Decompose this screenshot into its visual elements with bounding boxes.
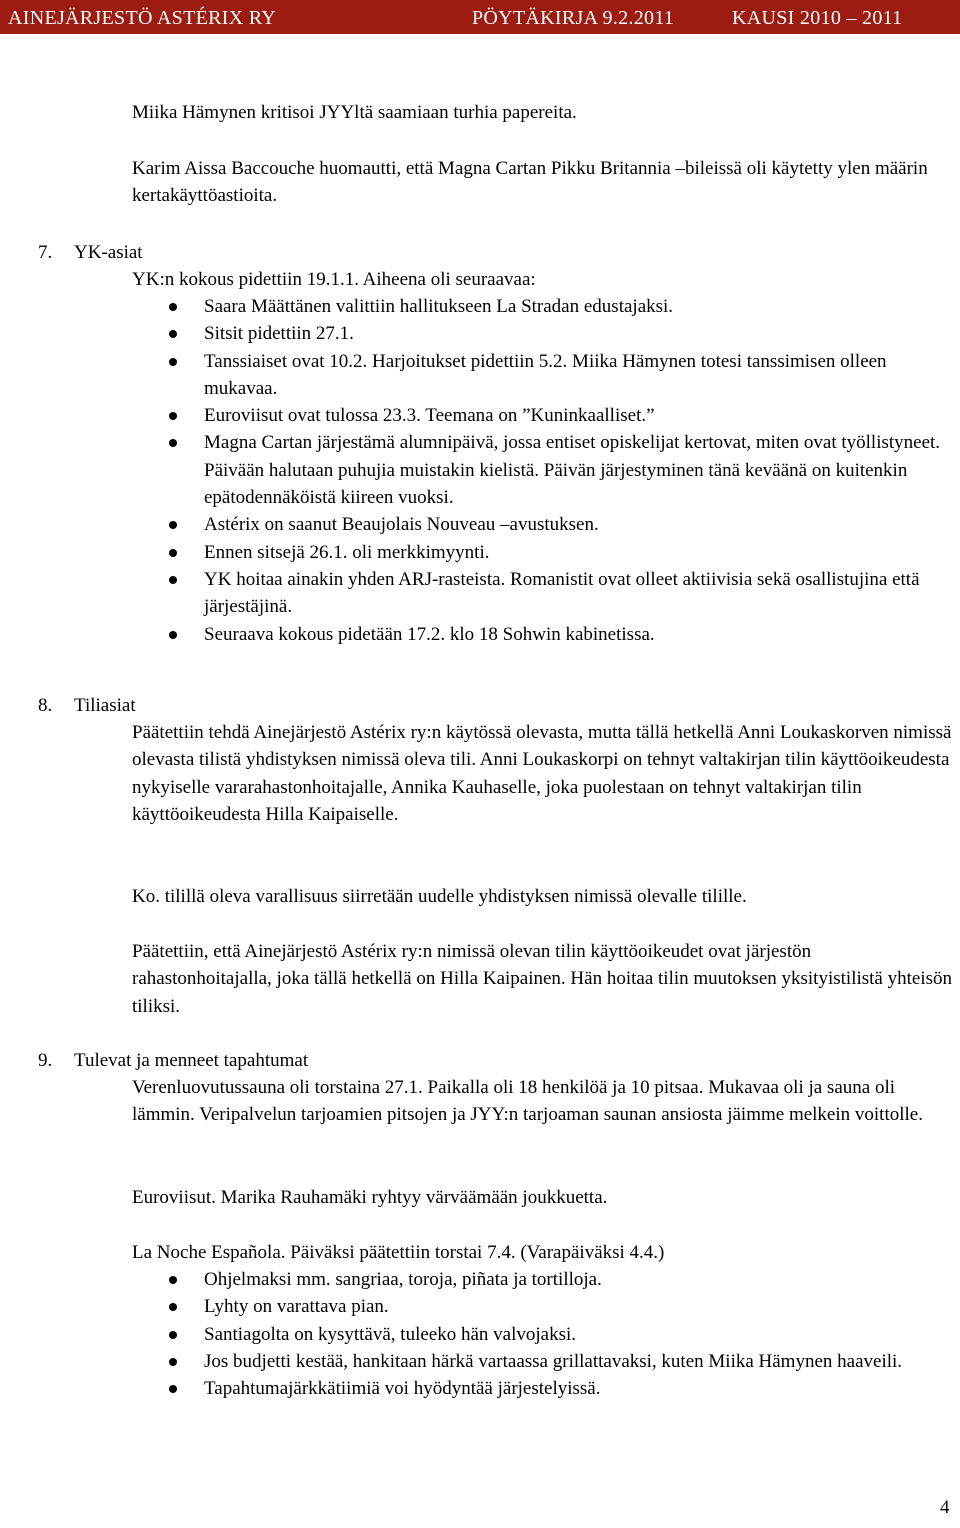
list-item: Jos budjetti kestää, hankitaan härkä vartaassa grillattavaksi, kuten Miika Hämynen haaveili. bbox=[162, 1348, 952, 1375]
section-7-intro: YK:n kokous pidettiin 19.1.1. Aiheena oli seuraavaa: bbox=[132, 269, 536, 290]
list-item: Santiagolta on kysyttävä, tuleeko hän valvojaksi. bbox=[162, 1321, 952, 1348]
section-7-number: 7. bbox=[38, 242, 53, 263]
section-9-paragraph-1: Verenluovutussauna oli torstaina 27.1. Paikalla oli 18 henkilöä ja 10 pitsaa. Mukavaa oli ja sauna oli lämmin. Veripalvelun tarjoamien pitsojen ja JYY:n tarjoaman saunan ansiosta jäimme melkein voittolle. bbox=[132, 1077, 923, 1126]
list-item: Tanssiaiset ovat 10.2. Harjoitukset pidettiin 5.2. Miika Hämynen totesi tanssimisen olleen mukavaa. bbox=[162, 348, 952, 403]
list-item: Sitsit pidettiin 27.1. bbox=[162, 320, 952, 347]
section-7-heading bbox=[38, 239, 938, 266]
section-9-number: 9. bbox=[38, 1050, 53, 1071]
list-item: Lyhty on varattava pian. bbox=[162, 1293, 952, 1320]
section-8-paragraph-2: Ko. tilillä oleva varallisuus siirretään uudelle yhdistyksen nimissä olevalle tilille. bbox=[132, 886, 747, 907]
header-divider bbox=[0, 32, 960, 34]
paragraph-karim: Karim Aissa Baccouche huomautti, että Magna Cartan Pikku Britannia –bileissä oli käytetty ylen määrin kertakäyttöastioita. bbox=[132, 158, 928, 207]
header-document: PÖYTÄKIRJA 9.2.2011 bbox=[472, 7, 675, 29]
section-9-paragraph-2: Euroviisut. Marika Rauhamäki ryhtyy värväämään joukkuetta. bbox=[132, 1187, 608, 1208]
section-9-bullet-list bbox=[162, 1266, 952, 1402]
paragraph-miika-papers: Miika Hämynen kritisoi JYYltä saamiaan turhia papereita. bbox=[132, 102, 577, 123]
list-item: Astérix on saanut Beaujolais Nouveau –avustuksen. bbox=[162, 511, 952, 538]
list-item: Ennen sitsejä 26.1. oli merkkimyynti. bbox=[162, 539, 952, 566]
list-item: Saara Määttänen valittiin hallitukseen La Stradan edustajaksi. bbox=[162, 293, 952, 320]
section-8-number: 8. bbox=[38, 695, 53, 716]
list-item: Seuraava kokous pidetään 17.2. klo 18 Sohwin kabinetissa. bbox=[162, 621, 952, 648]
section-7-title: YK-asiat bbox=[74, 242, 143, 263]
list-item: Ohjelmaksi mm. sangriaa, toroja, piñata ja tortilloja. bbox=[162, 1266, 952, 1293]
section-9-title: Tulevat ja menneet tapahtumat bbox=[74, 1050, 309, 1071]
page-number: 4 bbox=[940, 1497, 950, 1518]
section-9-paragraph-3: La Noche Española. Päiväksi päätettiin torstai 7.4. (Varapäiväksi 4.4.) bbox=[132, 1242, 665, 1263]
header-season: KAUSI 2010 – 2011 bbox=[732, 7, 903, 29]
header-organization: AINEJÄRJESTÖ ASTÉRIX RY bbox=[8, 7, 277, 29]
list-item: Magna Cartan järjestämä alumnipäivä, jossa entiset opiskelijat kertovat, miten ovat työllistyneet. Päivään halutaan puhujia muistakin kielistä. Päivän järjestyminen tänä keväänä on kuitenkin epätodennäköistä kiireen vuoksi. bbox=[162, 429, 952, 511]
section-8-heading bbox=[38, 692, 938, 719]
section-8-title: Tiliasiat bbox=[74, 695, 136, 716]
section-7-bullet-list bbox=[162, 293, 952, 648]
list-item: YK hoitaa ainakin yhden ARJ-rasteista. Romanistit ovat olleet aktiivisia sekä osallistujina että järjestäjinä. bbox=[162, 566, 952, 621]
section-9-heading bbox=[38, 1047, 938, 1074]
page-header bbox=[0, 0, 960, 32]
section-8-paragraph-1: Päätettiin tehdä Ainejärjestö Astérix ry:n käytössä olevasta, mutta tällä hetkellä Anni Loukaskorven nimissä olevasta tilistä yhdistyksen nimissä oleva tili. Anni Loukaskorpi on tehnyt valtakirjan tilin käyttöoikeudesta nykyiselle vararahastonhoitajalle, Annika Kauhaselle, joka puolestaan on tehnyt valtakirjan tilin käyttöoikeudesta Hilla Kaipaiselle. bbox=[132, 722, 952, 825]
section-8-paragraph-3: Päätettiin, että Ainejärjestö Astérix ry:n nimissä olevan tilin käyttöoikeudet ovat järjestön rahastonhoitajalla, joka tällä hetkellä on Hilla Kaipainen. Hän hoitaa tilin muutoksen yksityistilistä yhteisön tiliksi. bbox=[132, 941, 952, 1017]
list-item: Euroviisut ovat tulossa 23.3. Teemana on ”Kuninkaalliset.” bbox=[162, 402, 952, 429]
list-item: Tapahtumajärkkätiimiä voi hyödyntää järjestelyissä. bbox=[162, 1375, 952, 1402]
